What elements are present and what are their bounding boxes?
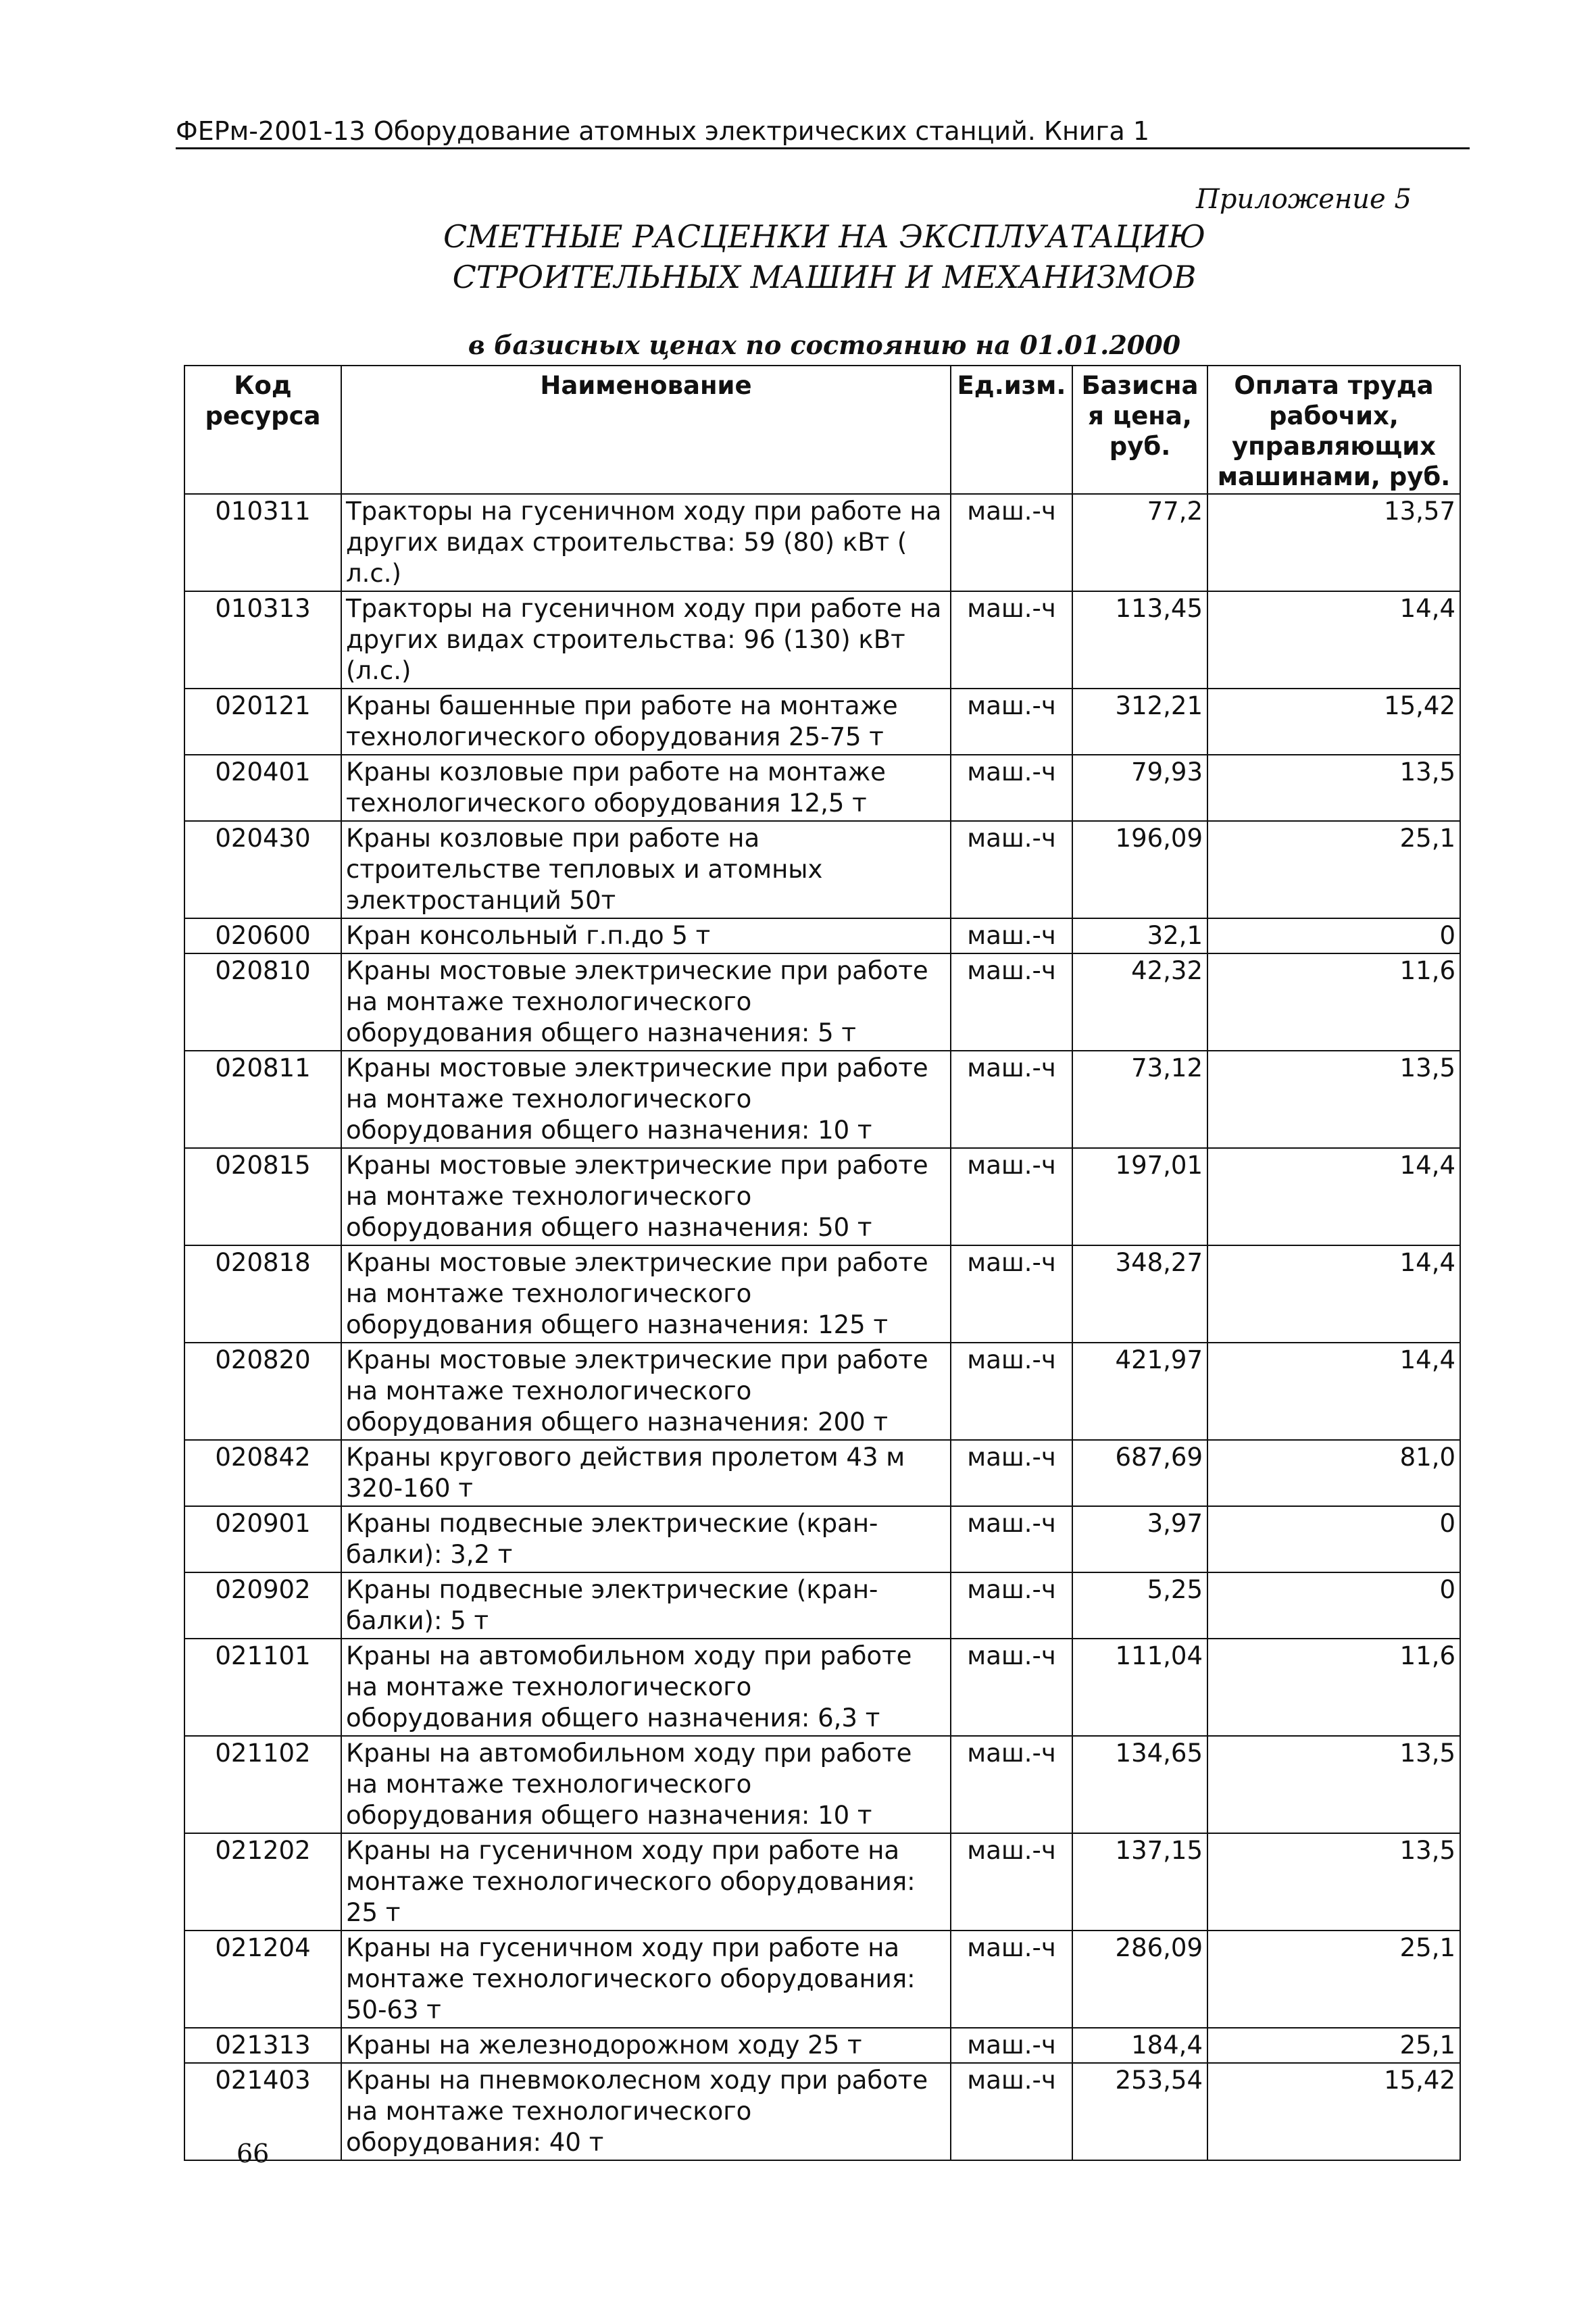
operator-wage: 13,57 (1207, 494, 1460, 591)
operator-wage: 11,6 (1207, 1639, 1460, 1736)
table-row (184, 1572, 1460, 1639)
base-price: 79,93 (1072, 755, 1207, 821)
operator-wage: 15,42 (1207, 2063, 1460, 2160)
unit-of-measure: маш.-ч (951, 591, 1072, 689)
unit-of-measure: маш.-ч (951, 1639, 1072, 1736)
table-row (184, 755, 1460, 821)
resource-code: 021204 (184, 1931, 341, 2028)
unit-of-measure: маш.-ч (951, 689, 1072, 755)
running-header: ФЕРм-2001-13 Оборудование атомных электрических станций. Книга 1 (176, 115, 1470, 149)
resource-code: 020121 (184, 689, 341, 755)
header-name: Наименование (341, 366, 951, 494)
operator-wage: 0 (1207, 1572, 1460, 1639)
unit-of-measure: маш.-ч (951, 918, 1072, 953)
base-price: 113,45 (1072, 591, 1207, 689)
resource-code: 020818 (184, 1245, 341, 1343)
machine-rates-table (184, 365, 1461, 2161)
resource-name: Краны мостовые электрические при работе на монтаже технологического оборудования общего назначения: 125 т (341, 1245, 951, 1343)
table-row (184, 2063, 1460, 2160)
unit-of-measure: маш.-ч (951, 1148, 1072, 1245)
table-row (184, 1148, 1460, 1245)
resource-name: Краны подвесные электрические (кран-балки): 5 т (341, 1572, 951, 1639)
unit-of-measure: маш.-ч (951, 1051, 1072, 1148)
resource-code: 020430 (184, 821, 341, 918)
resource-name: Краны на пневмоколесном ходу при работе на монтаже технологического оборудования: 40 т (341, 2063, 951, 2160)
table-row (184, 1343, 1460, 1440)
resource-code: 020401 (184, 755, 341, 821)
table-row (184, 2028, 1460, 2063)
resource-code: 020811 (184, 1051, 341, 1148)
unit-of-measure: маш.-ч (951, 494, 1072, 591)
operator-wage: 14,4 (1207, 1343, 1460, 1440)
base-price: 253,54 (1072, 2063, 1207, 2160)
header-code: Код ресурса (184, 366, 341, 494)
operator-wage: 25,1 (1207, 821, 1460, 918)
resource-code: 021202 (184, 1833, 341, 1931)
resource-code: 021101 (184, 1639, 341, 1736)
resource-name: Тракторы на гусеничном ходу при работе на других видах строительства: 96 (130) кВт (л.с.) (341, 591, 951, 689)
resource-code: 010313 (184, 591, 341, 689)
header-wage: Оплата труда рабочих, управляющих машинами, руб. (1207, 366, 1460, 494)
unit-of-measure: маш.-ч (951, 2063, 1072, 2160)
base-price: 5,25 (1072, 1572, 1207, 1639)
unit-of-measure: маш.-ч (951, 1245, 1072, 1343)
table-row (184, 1931, 1460, 2028)
table-row (184, 1506, 1460, 1572)
operator-wage: 13,5 (1207, 1736, 1460, 1833)
base-price: 687,69 (1072, 1440, 1207, 1506)
operator-wage: 15,42 (1207, 689, 1460, 755)
operator-wage: 25,1 (1207, 1931, 1460, 2028)
operator-wage: 13,5 (1207, 1051, 1460, 1148)
resource-name: Краны подвесные электрические (кран-балки): 3,2 т (341, 1506, 951, 1572)
base-price: 73,12 (1072, 1051, 1207, 1148)
resource-name: Краны мостовые электрические при работе на монтаже технологического оборудования общего назначения: 5 т (341, 953, 951, 1051)
table-row (184, 1245, 1460, 1343)
operator-wage: 0 (1207, 918, 1460, 953)
resource-name: Краны мостовые электрические при работе на монтаже технологического оборудования общего назначения: 200 т (341, 1343, 951, 1440)
base-price: 134,65 (1072, 1736, 1207, 1833)
operator-wage: 0 (1207, 1506, 1460, 1572)
base-price: 32,1 (1072, 918, 1207, 953)
resource-name: Краны на гусеничном ходу при работе на монтаже технологического оборудования: 25 т (341, 1833, 951, 1931)
operator-wage: 14,4 (1207, 1245, 1460, 1343)
resource-code: 020820 (184, 1343, 341, 1440)
resource-code: 010311 (184, 494, 341, 591)
header-unit: Ед.изм. (951, 366, 1072, 494)
unit-of-measure: маш.-ч (951, 1931, 1072, 2028)
base-price: 3,97 (1072, 1506, 1207, 1572)
resource-name: Краны на автомобильном ходу при работе на монтаже технологического оборудования общего назначения: 6,3 т (341, 1639, 951, 1736)
price-basis-subtitle: в базисных ценах по состоянию на 01.01.2000 (468, 330, 1181, 360)
unit-of-measure: маш.-ч (951, 821, 1072, 918)
operator-wage: 25,1 (1207, 2028, 1460, 2063)
unit-of-measure: маш.-ч (951, 2028, 1072, 2063)
operator-wage: 11,6 (1207, 953, 1460, 1051)
unit-of-measure: маш.-ч (951, 1572, 1072, 1639)
appendix-label: Приложение 5 (1196, 184, 1412, 215)
operator-wage: 14,4 (1207, 591, 1460, 689)
resource-name: Краны мостовые электрические при работе на монтаже технологического оборудования общего назначения: 50 т (341, 1148, 951, 1245)
resource-name: Краны козловые при работе на строительстве тепловых и атомных электростанций 50т (341, 821, 951, 918)
operator-wage: 81,0 (1207, 1440, 1460, 1506)
resource-name: Краны кругового действия пролетом 43 м 320-160 т (341, 1440, 951, 1506)
base-price: 77,2 (1072, 494, 1207, 591)
table-row (184, 918, 1460, 953)
resource-code: 021403 (184, 2063, 341, 2160)
resource-name: Кран консольный г.п.до 5 т (341, 918, 951, 953)
base-price: 348,27 (1072, 1245, 1207, 1343)
base-price: 111,04 (1072, 1639, 1207, 1736)
title-line-1: СМЕТНЫЕ РАСЦЕНКИ НА ЭКСПЛУАТАЦИЮ (443, 218, 1206, 255)
base-price: 137,15 (1072, 1833, 1207, 1931)
resource-code: 020842 (184, 1440, 341, 1506)
base-price: 184,4 (1072, 2028, 1207, 2063)
unit-of-measure: маш.-ч (951, 755, 1072, 821)
operator-wage: 13,5 (1207, 755, 1460, 821)
resource-code: 021313 (184, 2028, 341, 2063)
table-row (184, 953, 1460, 1051)
table-row (184, 1639, 1460, 1736)
table-row (184, 1736, 1460, 1833)
document-title (419, 216, 1230, 297)
table-row (184, 1440, 1460, 1506)
resource-name: Краны на автомобильном ходу при работе на монтаже технологического оборудования общего назначения: 10 т (341, 1736, 951, 1833)
resource-code: 021102 (184, 1736, 341, 1833)
unit-of-measure: маш.-ч (951, 953, 1072, 1051)
base-price: 197,01 (1072, 1148, 1207, 1245)
resource-code: 020815 (184, 1148, 341, 1245)
base-price: 286,09 (1072, 1931, 1207, 2028)
table-row (184, 1833, 1460, 1931)
resource-name: Краны мостовые электрические при работе на монтаже технологического оборудования общего назначения: 10 т (341, 1051, 951, 1148)
table-row (184, 1051, 1460, 1148)
title-line-2: СТРОИТЕЛЬНЫХ МАШИН И МЕХАНИЗМОВ (452, 259, 1197, 295)
page-number: 66 (236, 2139, 270, 2168)
header-base-price: Базисна я цена, руб. (1072, 366, 1207, 494)
table-row (184, 689, 1460, 755)
resource-name: Краны на гусеничном ходу при работе на монтаже технологического оборудования: 50-63 т (341, 1931, 951, 2028)
resource-code: 020600 (184, 918, 341, 953)
table-body (184, 494, 1460, 2160)
unit-of-measure: маш.-ч (951, 1343, 1072, 1440)
resource-code: 020902 (184, 1572, 341, 1639)
table-header-row (184, 366, 1460, 494)
resource-name: Тракторы на гусеничном ходу при работе на других видах строительства: 59 (80) кВт ( л.с.) (341, 494, 951, 591)
base-price: 312,21 (1072, 689, 1207, 755)
resource-code: 020901 (184, 1506, 341, 1572)
unit-of-measure: маш.-ч (951, 1440, 1072, 1506)
resource-name: Краны башенные при работе на монтаже технологического оборудования 25-75 т (341, 689, 951, 755)
base-price: 42,32 (1072, 953, 1207, 1051)
base-price: 196,09 (1072, 821, 1207, 918)
table-row (184, 494, 1460, 591)
base-price: 421,97 (1072, 1343, 1207, 1440)
unit-of-measure: маш.-ч (951, 1833, 1072, 1931)
operator-wage: 14,4 (1207, 1148, 1460, 1245)
resource-name: Краны козловые при работе на монтаже технологического оборудования 12,5 т (341, 755, 951, 821)
unit-of-measure: маш.-ч (951, 1736, 1072, 1833)
table-row (184, 821, 1460, 918)
operator-wage: 13,5 (1207, 1833, 1460, 1931)
unit-of-measure: маш.-ч (951, 1506, 1072, 1572)
resource-name: Краны на железнодорожном ходу 25 т (341, 2028, 951, 2063)
table-row (184, 591, 1460, 689)
resource-code: 020810 (184, 953, 341, 1051)
